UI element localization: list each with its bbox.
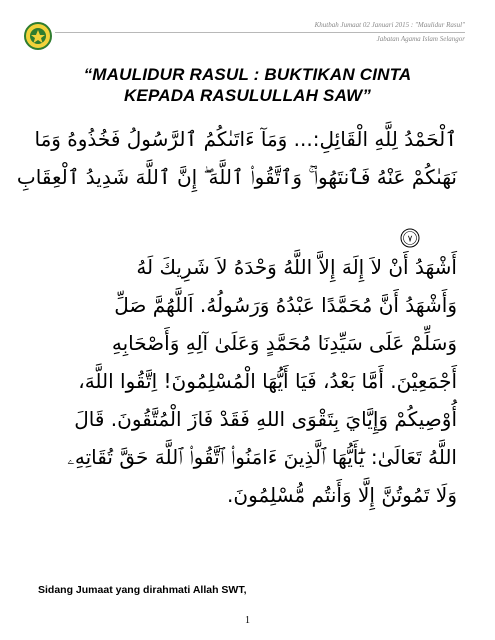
arabic-body-line: أُوْصِيكُمْ وَإِيَّايَ بِتَقْوَى اللهِ فَقَدْ فَازَ الْمُتَّقُونَ. قَالَ [74,407,457,431]
arabic-quote-block [16,120,457,196]
jais-logo-icon [24,22,52,50]
arabic-body-block [38,248,457,514]
page-title [40,64,455,106]
greeting-text: Sidang Jumaat yang dirahmati Allah SWT, [38,584,247,596]
title-line-2: KEPADA RASULULLAH SAW” [123,86,372,105]
arabic-body-line: أَشْهَدُ أَنْ لاَ إِلَهَ إِلاَّ اللَّهُ وَحْدَهُ لاَ شَرِيكَ لَهُ [136,255,457,279]
header-department: Jabatan Agama Islam Selangor [376,35,465,43]
verse-end-marker-icon [400,228,420,248]
header-khutbah-title: Khutbah Jumaat 02 Januari 2015 : "Maulidur Rasul" [314,21,465,29]
arabic-body-line: اللَّهُ تَعَالَىٰ: يَٰٓأَيُّهَا ٱلَّذِينَ ءَامَنُوا۟ ٱتَّقُوا۟ ٱللَّهَ حَقَّ تُقَاتِهِۦ [67,445,457,469]
title-line-1: “MAULIDUR RASUL : BUKTIKAN CINTA [83,65,412,84]
arabic-quote-line: نَهَىٰكُمْ عَنْهُ فَٱنتَهُوا۟ ۚ وَٱتَّقُوا۟ ٱللَّهَ ۖ إِنَّ ٱللَّهَ شَدِيدُ ٱلْعِقَابِ [16,165,457,189]
arabic-body-line: أَجْمَعِيْنَ. أَمَّا بَعْدُ، فَيَا أَيُّهَا الْمُسْلِمُونَ! اِتَّقُوا اللَّهَ، [78,369,457,393]
arabic-body-line: وَلَا تَمُوتُنَّ إِلَّا وَأَنتُم مُّسْلِمُونَ. [227,483,457,507]
arabic-body-line: وَأَشْهَدُ أَنَّ مُحَمَّدًا عَبْدُهُ وَرَسُولُهُ. اَللَّهُمَّ صَلِّ [114,293,457,317]
arabic-quote-line: ٱلْحَمْدُ لِلَّهِ الْقَائِلِ:... وَمَآ ءَاتَىٰكُمُ ٱلرَّسُولُ فَخُذُوهُ وَمَا [34,127,457,151]
page-number: 1 [245,615,250,626]
header-divider [55,32,465,33]
verse-number: ٧ [407,234,413,245]
arabic-body-line: وَسَلِّمْ عَلَى سَيِّدِنَا مُحَمَّدٍ وَعَلَىٰ آلِهِ وَأَصْحَابِهِ [111,331,457,355]
